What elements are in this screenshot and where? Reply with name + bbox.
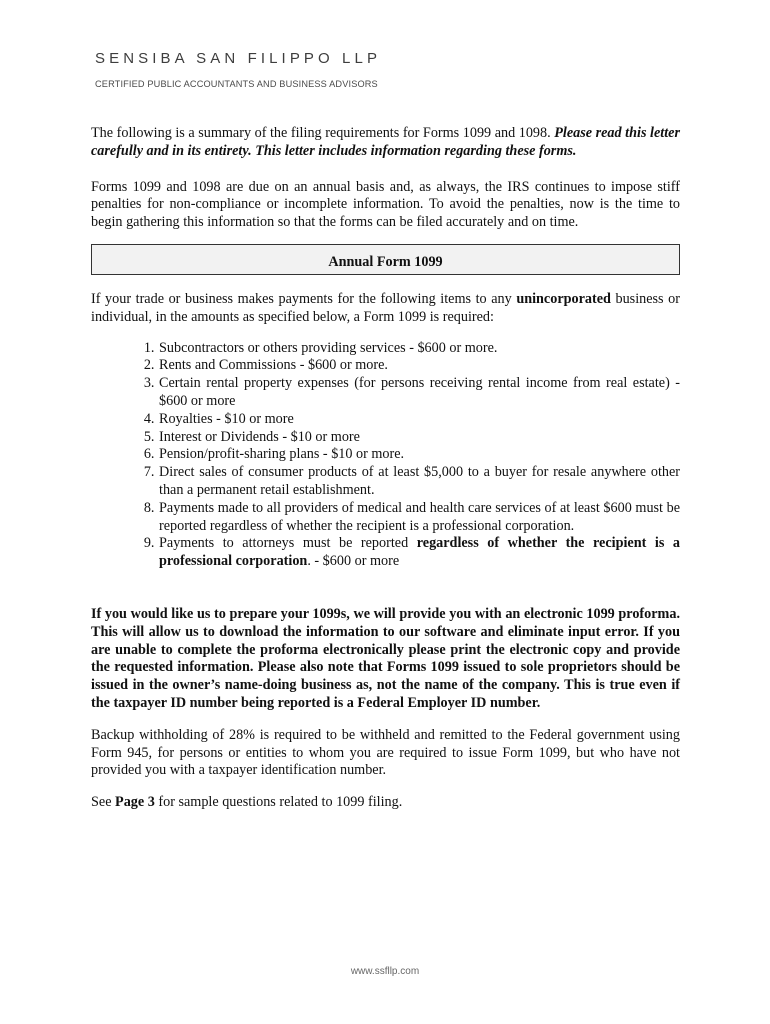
- list-item: 7. Direct sales of consumer products of at least $5,000 to a buyer for resale anywhere other than a permanent retail establishment.: [158, 464, 680, 500]
- footer-url: www.ssfllp.com: [350, 966, 420, 977]
- see-page-before: See: [91, 794, 116, 811]
- due-paragraph: Forms 1099 and 1098 are due on an annual basis and, as always, the IRS continues to impose stiff penalties for non-compliance or incomplete information. To avoid the penalties, now is the time to begin gathering this information so that the forms can be filed accurately and on time.: [91, 178, 680, 231]
- payment-items-list: [91, 340, 680, 571]
- list-item: 4. Royalties - $10 or more: [158, 411, 680, 429]
- item9-before: Payments to attorneys must be reported: [159, 535, 417, 552]
- firm-tagline: CERTIFIED PUBLIC ACCOUNTANTS AND BUSINESS ADVISORS: [95, 79, 378, 89]
- list-item: 5. Interest or Dividends - $10 or more: [158, 429, 680, 447]
- list-item-attorneys: [158, 535, 680, 571]
- see-page-paragraph: [91, 794, 680, 812]
- intro-text: The following is a summary of the filing requirements for Forms 1099 and 1098.: [91, 125, 555, 141]
- list-item: 2. Rents and Commissions - $600 or more.: [158, 357, 680, 375]
- intro-emphasis: Please read this letter carefully and in its entirety. This letter includes information regarding these forms.: [91, 125, 680, 159]
- payments-lead-after: business or individual, in the amounts as specified below, a Form 1099 is required:: [91, 290, 680, 325]
- list-item: 3. Certain rental property expenses (for persons receiving rental income from real estate) - $600 or more: [158, 375, 680, 411]
- backup-withholding-paragraph: Backup withholding of 28% is required to be withheld and remitted to the Federal government using Form 945, for persons or entities to whom you are required to issue Form 1099, but who have not provided you with a taxpayer identification number.: [91, 726, 680, 779]
- list-item: 8. Payments made to all providers of medical and health care services of at least $600 must be reported regardless of whether the recipient is a professional corporation.: [158, 500, 680, 536]
- section-title-annual-form-1099: Annual Form 1099: [91, 244, 680, 275]
- payments-lead-before: If your trade or business makes payments for the following items to any: [91, 290, 517, 307]
- list-item: 6. Pension/profit-sharing plans - $10 or more.: [158, 446, 680, 464]
- see-page-after: for sample questions related to 1099 filing.: [154, 794, 403, 811]
- item9-bold: regardless of whether the recipient is a professional corporation: [159, 535, 680, 570]
- firm-name: SENSIBA SAN FILIPPO LLP: [95, 50, 382, 67]
- letter-body: [91, 125, 680, 812]
- intro-paragraph: [91, 125, 680, 161]
- item9-after: . - $600 or more: [307, 553, 400, 570]
- see-page-bold: Page 3: [115, 794, 155, 811]
- payments-lead-paragraph: [91, 291, 680, 327]
- payments-lead-bold: unincorporated: [516, 290, 611, 307]
- proforma-paragraph: If you would like us to prepare your 1099s, we will provide you with an electronic 1099 proforma. This will allow us to download the information to our software and eliminate input error. If you are unable to complete the proforma electronically please print the electronic copy and provide the requested information. Please also note that Forms 1099 issued to sole proprietors should be issued in the owner’s name-doing business as, not the name of the company. This is true even if the taxpayer ID number being reported is a Federal Employer ID number.: [91, 605, 680, 711]
- list-item: 1. Subcontractors or others providing services - $600 or more.: [158, 340, 680, 358]
